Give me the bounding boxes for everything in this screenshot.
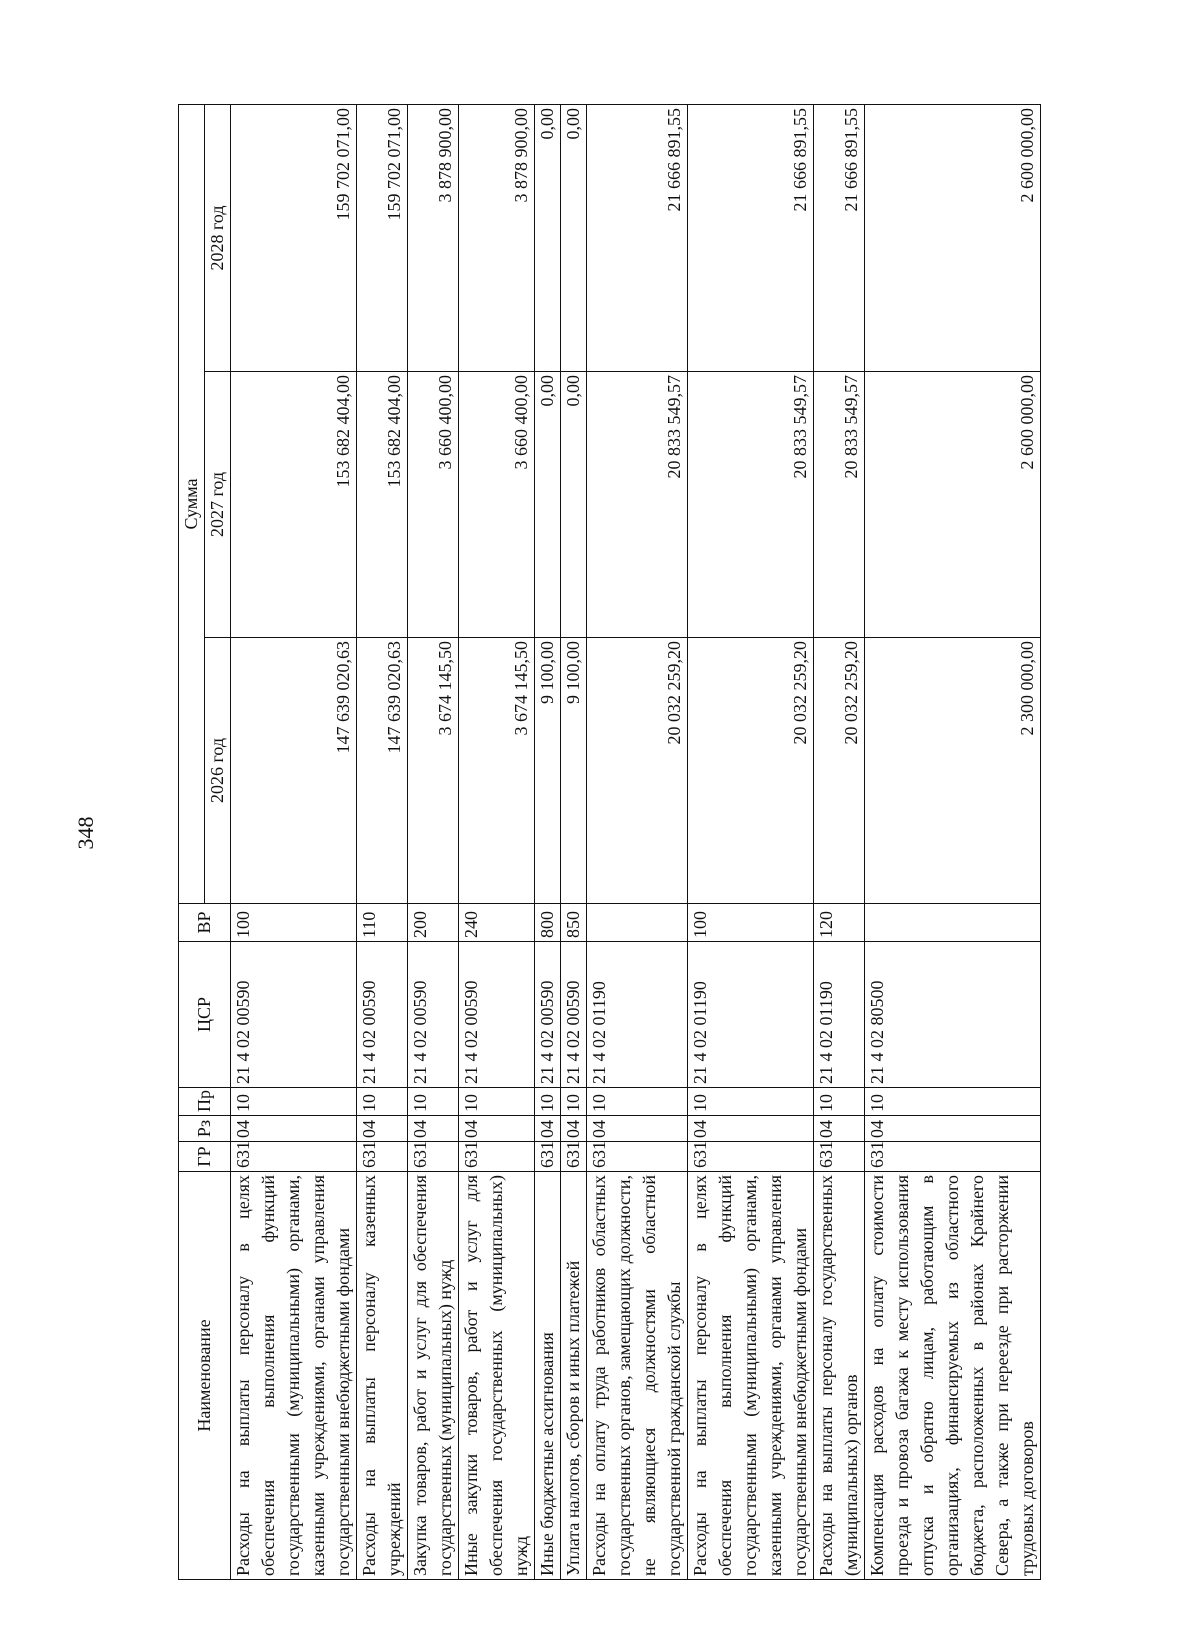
row-sum-2027: 153 682 404,00 <box>357 372 408 638</box>
row-rz: 04 <box>814 1116 865 1142</box>
row-csr: 21 4 02 01190 <box>688 942 814 1088</box>
table-header <box>179 104 231 1579</box>
row-sum-2028: 2 600 000,00 <box>865 104 1041 371</box>
row-sum-2027: 0,00 <box>535 372 561 638</box>
table-row <box>865 104 1041 1579</box>
header-rz: Рз <box>179 1116 231 1142</box>
row-sum-2026: 2 300 000,00 <box>865 638 1041 904</box>
row-name: Закупка товаров, работ и услуг для обеспечения государственных (муниципальных) нужд <box>408 1172 459 1580</box>
row-sum-2028: 3 878 900,00 <box>408 104 459 371</box>
row-name: Иные закупки товаров, работ и услуг для обеспечения государственных (муниципальных) нужд <box>459 1172 535 1580</box>
row-vr: 240 <box>459 904 535 942</box>
row-vr: 110 <box>357 904 408 942</box>
header-pr: Пр <box>179 1088 231 1116</box>
header-csr: ЦСР <box>179 942 231 1088</box>
row-pr: 10 <box>688 1088 814 1116</box>
row-sum-2027: 3 660 400,00 <box>459 372 535 638</box>
row-gr: 631 <box>561 1142 587 1172</box>
row-sum-2027: 2 600 000,00 <box>865 372 1041 638</box>
row-rz: 04 <box>535 1116 561 1142</box>
table-row <box>459 104 535 1579</box>
row-sum-2027: 3 660 400,00 <box>408 372 459 638</box>
row-pr: 10 <box>357 1088 408 1116</box>
row-sum-2028: 0,00 <box>561 104 587 371</box>
header-gr: ГР <box>179 1142 231 1172</box>
table-row <box>535 104 561 1579</box>
row-pr: 10 <box>535 1088 561 1116</box>
header-2026: 2026 год <box>205 638 231 904</box>
table-row <box>231 104 357 1579</box>
row-pr: 10 <box>814 1088 865 1116</box>
table-row <box>587 104 688 1579</box>
row-pr: 10 <box>561 1088 587 1116</box>
row-pr: 10 <box>408 1088 459 1116</box>
row-vr: 120 <box>814 904 865 942</box>
row-rz: 04 <box>408 1116 459 1142</box>
table-row <box>814 104 865 1579</box>
table-row <box>408 104 459 1579</box>
row-gr: 631 <box>231 1142 357 1172</box>
row-name: Уплата налогов, сборов и иных платежей <box>561 1172 587 1580</box>
header-name: Наименование <box>179 1172 231 1580</box>
row-sum-2028: 21 666 891,55 <box>688 104 814 371</box>
row-rz: 04 <box>587 1116 688 1142</box>
row-sum-2028: 159 702 071,00 <box>357 104 408 371</box>
row-vr: 800 <box>535 904 561 942</box>
row-gr: 631 <box>688 1142 814 1172</box>
budget-table <box>178 104 1041 1580</box>
table-row <box>688 104 814 1579</box>
header-2027: 2027 год <box>205 372 231 638</box>
row-sum-2028: 159 702 071,00 <box>231 104 357 371</box>
row-gr: 631 <box>814 1142 865 1172</box>
row-sum-2028: 21 666 891,55 <box>587 104 688 371</box>
row-csr: 21 4 02 80500 <box>865 942 1041 1088</box>
row-name: Расходы на оплату труда работников областных государственных органов, замещающих должности, не являющиеся должностями областной государственной гражданской службы <box>587 1172 688 1580</box>
row-sum-2028: 3 878 900,00 <box>459 104 535 371</box>
row-sum-2026: 9 100,00 <box>561 638 587 904</box>
row-sum-2028: 0,00 <box>535 104 561 371</box>
row-csr: 21 4 02 00590 <box>357 942 408 1088</box>
row-sum-2027: 0,00 <box>561 372 587 638</box>
row-sum-2026: 20 032 259,20 <box>814 638 865 904</box>
row-name: Компенсация расходов на оплату стоимости проезда и провоза багажа к месту использования отпуска и обратно лицам, работающим в организациях, финансируемых из областного бюджета, расположенных в районах Крайнего Севера, а также при переезде при расторжении трудовых договоров <box>865 1172 1041 1580</box>
row-sum-2027: 20 833 549,57 <box>587 372 688 638</box>
row-gr: 631 <box>459 1142 535 1172</box>
row-csr: 21 4 02 00590 <box>561 942 587 1088</box>
row-csr: 21 4 02 01190 <box>814 942 865 1088</box>
table-body <box>231 104 1041 1579</box>
row-sum-2026: 147 639 020,63 <box>357 638 408 904</box>
row-csr: 21 4 02 00590 <box>231 942 357 1088</box>
row-rz: 04 <box>865 1116 1041 1142</box>
row-rz: 04 <box>561 1116 587 1142</box>
row-sum-2027: 20 833 549,57 <box>688 372 814 638</box>
row-rz: 04 <box>459 1116 535 1142</box>
row-name: Иные бюджетные ассигнования <box>535 1172 561 1580</box>
row-sum-2026: 9 100,00 <box>535 638 561 904</box>
row-vr: 100 <box>231 904 357 942</box>
row-rz: 04 <box>357 1116 408 1142</box>
row-gr: 631 <box>535 1142 561 1172</box>
row-rz: 04 <box>231 1116 357 1142</box>
rotated-table-container <box>178 105 1037 1580</box>
row-gr: 631 <box>357 1142 408 1172</box>
page-number: 348 <box>73 816 98 850</box>
header-2028: 2028 год <box>205 104 231 371</box>
row-csr: 21 4 02 00590 <box>535 942 561 1088</box>
row-pr: 10 <box>231 1088 357 1116</box>
row-name: Расходы на выплаты персоналу в целях обеспечения выполнения функций государственными (муниципальными) органами, казенными учреждениями, органами управления государственными внебюджетными фондами <box>688 1172 814 1580</box>
row-gr: 631 <box>865 1142 1041 1172</box>
row-name: Расходы на выплаты персоналу в целях обеспечения выполнения функций государственными (муниципальными) органами, казенными учреждениями, органами управления государственными внебюджетными фондами <box>231 1172 357 1580</box>
row-sum-2026: 20 032 259,20 <box>587 638 688 904</box>
row-rz: 04 <box>688 1116 814 1142</box>
row-gr: 631 <box>587 1142 688 1172</box>
table-row <box>357 104 408 1579</box>
row-csr: 21 4 02 01190 <box>587 942 688 1088</box>
row-sum-2027: 153 682 404,00 <box>231 372 357 638</box>
row-sum-2026: 3 674 145,50 <box>459 638 535 904</box>
row-name: Расходы на выплаты персоналу казенных учреждений <box>357 1172 408 1580</box>
table-row <box>561 104 587 1579</box>
row-csr: 21 4 02 00590 <box>459 942 535 1088</box>
header-vr: ВР <box>179 904 231 942</box>
row-gr: 631 <box>408 1142 459 1172</box>
row-sum-2026: 3 674 145,50 <box>408 638 459 904</box>
row-vr: 200 <box>408 904 459 942</box>
row-sum-2028: 21 666 891,55 <box>814 104 865 371</box>
row-vr <box>865 904 1041 942</box>
row-sum-2027: 20 833 549,57 <box>814 372 865 638</box>
row-pr: 10 <box>587 1088 688 1116</box>
row-vr: 850 <box>561 904 587 942</box>
row-sum-2026: 147 639 020,63 <box>231 638 357 904</box>
row-pr: 10 <box>865 1088 1041 1116</box>
row-name: Расходы на выплаты персоналу государственных (муниципальных) органов <box>814 1172 865 1580</box>
row-vr <box>587 904 688 942</box>
row-pr: 10 <box>459 1088 535 1116</box>
row-vr: 100 <box>688 904 814 942</box>
row-csr: 21 4 02 00590 <box>408 942 459 1088</box>
header-sum: Сумма <box>179 104 205 903</box>
row-sum-2026: 20 032 259,20 <box>688 638 814 904</box>
